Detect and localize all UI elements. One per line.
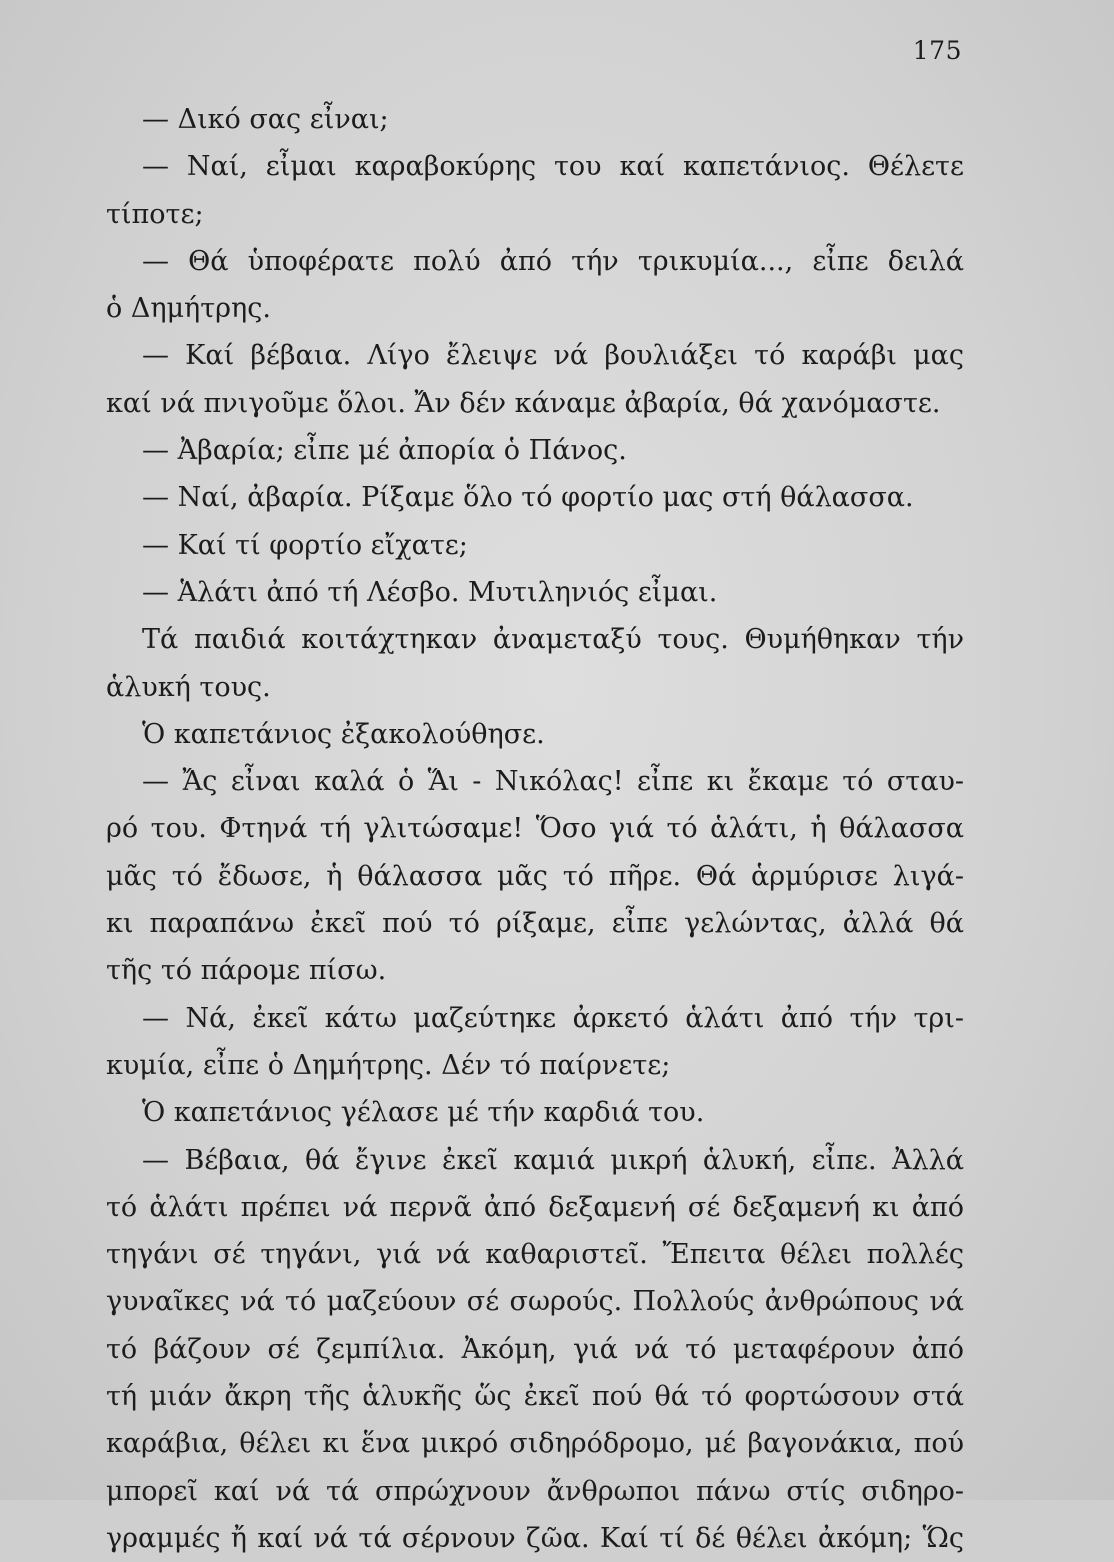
- text-line: — Ἁλάτι ἀπό τή Λέσβο. Μυτιληνιός εἶμαι.: [142, 576, 718, 608]
- text-line: τίποτε;: [106, 198, 204, 230]
- text-line: τό ἁλάτι πρέπει νά περνᾶ ἀπό δεξαμενή σέ δεξαμενή κι ἀπό: [106, 1191, 964, 1223]
- text-line: τῆς τό πάρομε πίσω.: [106, 955, 387, 987]
- text-line: — Ἀβαρία; εἶπε μέ ἀπορία ὁ Πάνος.: [142, 435, 627, 467]
- text-line: καί νά πνιγοῦμε ὅλοι. Ἄν δέν κάναμε ἀβαρία, θά χανόμαστε.: [106, 387, 941, 419]
- text-line: ὁ Δημήτρης.: [106, 293, 271, 325]
- text-line: τή μιάν ἄκρη τῆς ἁλυκῆς ὥς ἐκεῖ πού θά τό φορτώσουν στά: [106, 1381, 964, 1413]
- text-line: — Βέβαια, θά ἔγινε ἐκεῖ καμιά μικρή ἁλυκή, εἶπε. Ἀλλά: [142, 1144, 964, 1176]
- text-line: — Νά, ἐκεῖ κάτω μαζεύτηκε ἀρκετό ἁλάτι ἀπό τήν τρι-: [142, 1002, 964, 1034]
- text-line: κυμία, εἶπε ὁ Δημήτρης. Δέν τό παίρνετε;: [106, 1049, 671, 1081]
- text-line: — Καί βέβαια. Λίγο ἔλειψε νά βουλιάξει τό καράβι μας: [142, 340, 964, 372]
- text-line: τό βάζουν σέ ζεμπίλια. Ἀκόμη, γιά νά τό μεταφέρουν ἀπό: [106, 1333, 964, 1365]
- text-line: γυναῖκες νά τό μαζεύουν σέ σωρούς. Πολλούς ἀνθρώπους νά: [106, 1286, 964, 1318]
- text-line: — Καί τί φορτίο εἴχατε;: [142, 529, 468, 561]
- text-line: — Ναί, ἀβαρία. Ρίξαμε ὅλο τό φορτίο μας στή θάλασσα.: [142, 482, 914, 514]
- text-line: — Ναί, εἶμαι καραβοκύρης του καί καπετάνιος. Θέλετε: [142, 151, 964, 183]
- text-line: μπορεῖ καί νά τά σπρώχνουν ἄνθρωποι πάνω στίς σιδηρο-: [106, 1475, 964, 1507]
- text-line: ρό του. Φτηνά τή γλιτώσαμε! Ὅσο γιά τό ἁλάτι, ἡ θάλασσα: [106, 813, 964, 845]
- body-text: [106, 96, 964, 1562]
- text-line: — Ἄς εἶναι καλά ὁ Ἅι - Νικόλας! εἶπε κι ἔκαμε τό σταυ-: [142, 766, 964, 798]
- text-line: τηγάνι σέ τηγάνι, γιά νά καθαριστεῖ. Ἔπειτα θέλει πολλές: [106, 1239, 964, 1271]
- text-line: Ὁ καπετάνιος ἐξακολούθησε.: [142, 718, 545, 750]
- text-line: ἁλυκή τους.: [106, 671, 271, 703]
- text-line: Ὁ καπετάνιος γέλασε μέ τήν καρδιά του.: [142, 1097, 705, 1129]
- text-line: Τά παιδιά κοιτάχτηκαν ἀναμεταξύ τους. Θυμήθηκαν τήν: [142, 624, 964, 656]
- text-line: μᾶς τό ἔδωσε, ἡ θάλασσα μᾶς τό πῆρε. Θά ἁρμύρισε λιγά-: [106, 860, 964, 892]
- text-line: κι παραπάνω ἐκεῖ πού τό ρίξαμε, εἶπε γελώντας, ἀλλά θά: [106, 908, 964, 940]
- text-line: — Θά ὑποφέρατε πολύ ἀπό τήν τρικυμία..., εἶπε δειλά: [142, 245, 964, 277]
- text-line: — Δικό σας εἶναι;: [142, 104, 389, 135]
- text-line: καράβια, θέλει κι ἕνα μικρό σιδηρόδρομο, μέ βαγονάκια, πού: [106, 1428, 964, 1460]
- page-number: 175: [912, 36, 962, 65]
- text-line: γραμμές ἤ καί νά τά σέρνουν ζῶα. Καί τί δέ θέλει ἀκόμη; Ὥς: [106, 1522, 964, 1554]
